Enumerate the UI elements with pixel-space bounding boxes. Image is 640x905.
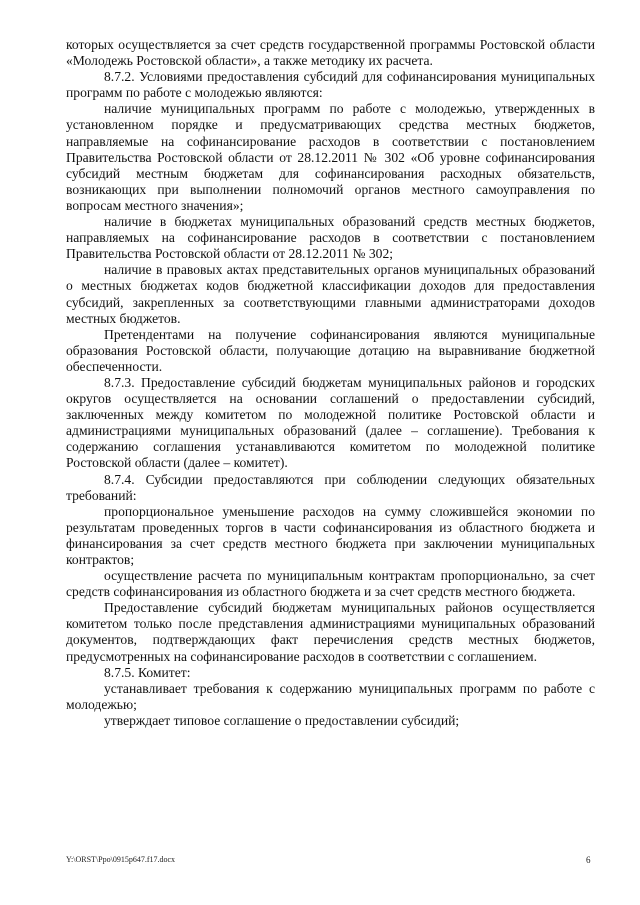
clause-8-7-5: 8.7.5. Комитет: [104, 664, 191, 680]
footer-file-path: Y:\ORST\Ppo\0915p647.f17.docx [66, 855, 176, 864]
page-number: 6 [586, 855, 591, 865]
condition-budget-funds: наличие в бюджетах муниципальных образований средств местных бюджетов, направляемых на софинансирование расходов в соответствии с постановлением Правительства Ростовской области от 28.12.2011 № 302; [66, 214, 595, 262]
clause-8-7-2: 8.7.2. Условиями предоставления субсидий для софинансирования муниципальных программ по работе с молодежью являются: [66, 69, 595, 101]
subsidy-provision-paragraph: Предоставление субсидий бюджетам муниципальных районов осуществляется комитетом только после представления администрациями муниципальных образований документов, подтверждающих факт перечисления средств местных бюджетов, предусмотренных на софинансирование расходов в соответствии с соглашением. [66, 600, 595, 664]
applicants-paragraph: Претендентами на получение софинансирования являются муниципальные образования Ростовской области, получающие дотацию на выравнивание бюджетной обеспеченности. [66, 326, 595, 374]
committee-duty-agreement: утверждает типовое соглашение о предоставлении субсидий; [104, 712, 460, 728]
condition-budget-codes: наличие в правовых актах представительных органов муниципальных образований о местных бюджетах кодов бюджетной классификации доходов для предоставления субсидий, закрепленных за соответствующими главными администраторами доходов местных бюджетов. [66, 262, 595, 326]
condition-municipal-programs: наличие муниципальных программ по работе с молодежью, утвержденных в установленном порядке и предусматривающих средства местных бюджетов, направляемые на софинансирование расходов в соответствии с постановлением Правительства Ростовской области от 28.12.2011 № 302 «Об уровне софинансирования субсидий местным бюджетам для софинансирования расходных обязательств, возникающих при выполнении полномочий органов местного самоуправления по вопросам местного значения»; [66, 101, 595, 213]
requirement-proportional-settlement: осуществление расчета по муниципальным контрактам пропорционально, за счет средств софинансирования из областного бюджета и за счет средств местного бюджета. [66, 568, 595, 600]
committee-duty-requirements: устанавливает требования к содержанию муниципальных программ по работе с молодежью; [66, 680, 595, 712]
clause-8-7-3: 8.7.3. Предоставление субсидий бюджетам муниципальных районов и городских округов осуществляется на основании соглашений о предоставлении субсидий, заключенных между комитетом по молодежной политике Ростовской области и администрациями муниципальных образований (далее – соглашение). Требования к содержанию соглашения устанавливаются комитетом по молодежной политике Ростовской области (далее – комитет). [66, 374, 595, 471]
document-body [66, 37, 595, 729]
requirement-proportional-reduction: пропорциональное уменьшение расходов на сумму сложившейся экономии по результатам проведенных торгов в части софинансирования из областного бюджета и финансирования за счет средств местного бюджета при заключении муниципальных контрактов; [66, 503, 595, 567]
paragraph-continuation: которых осуществляется за счет средств государственной программы Ростовской области «Молодежь Ростовской области», а также методику их расчета. [66, 37, 595, 69]
clause-8-7-4: 8.7.4. Субсидии предоставляются при соблюдении следующих обязательных требований: [66, 471, 595, 503]
